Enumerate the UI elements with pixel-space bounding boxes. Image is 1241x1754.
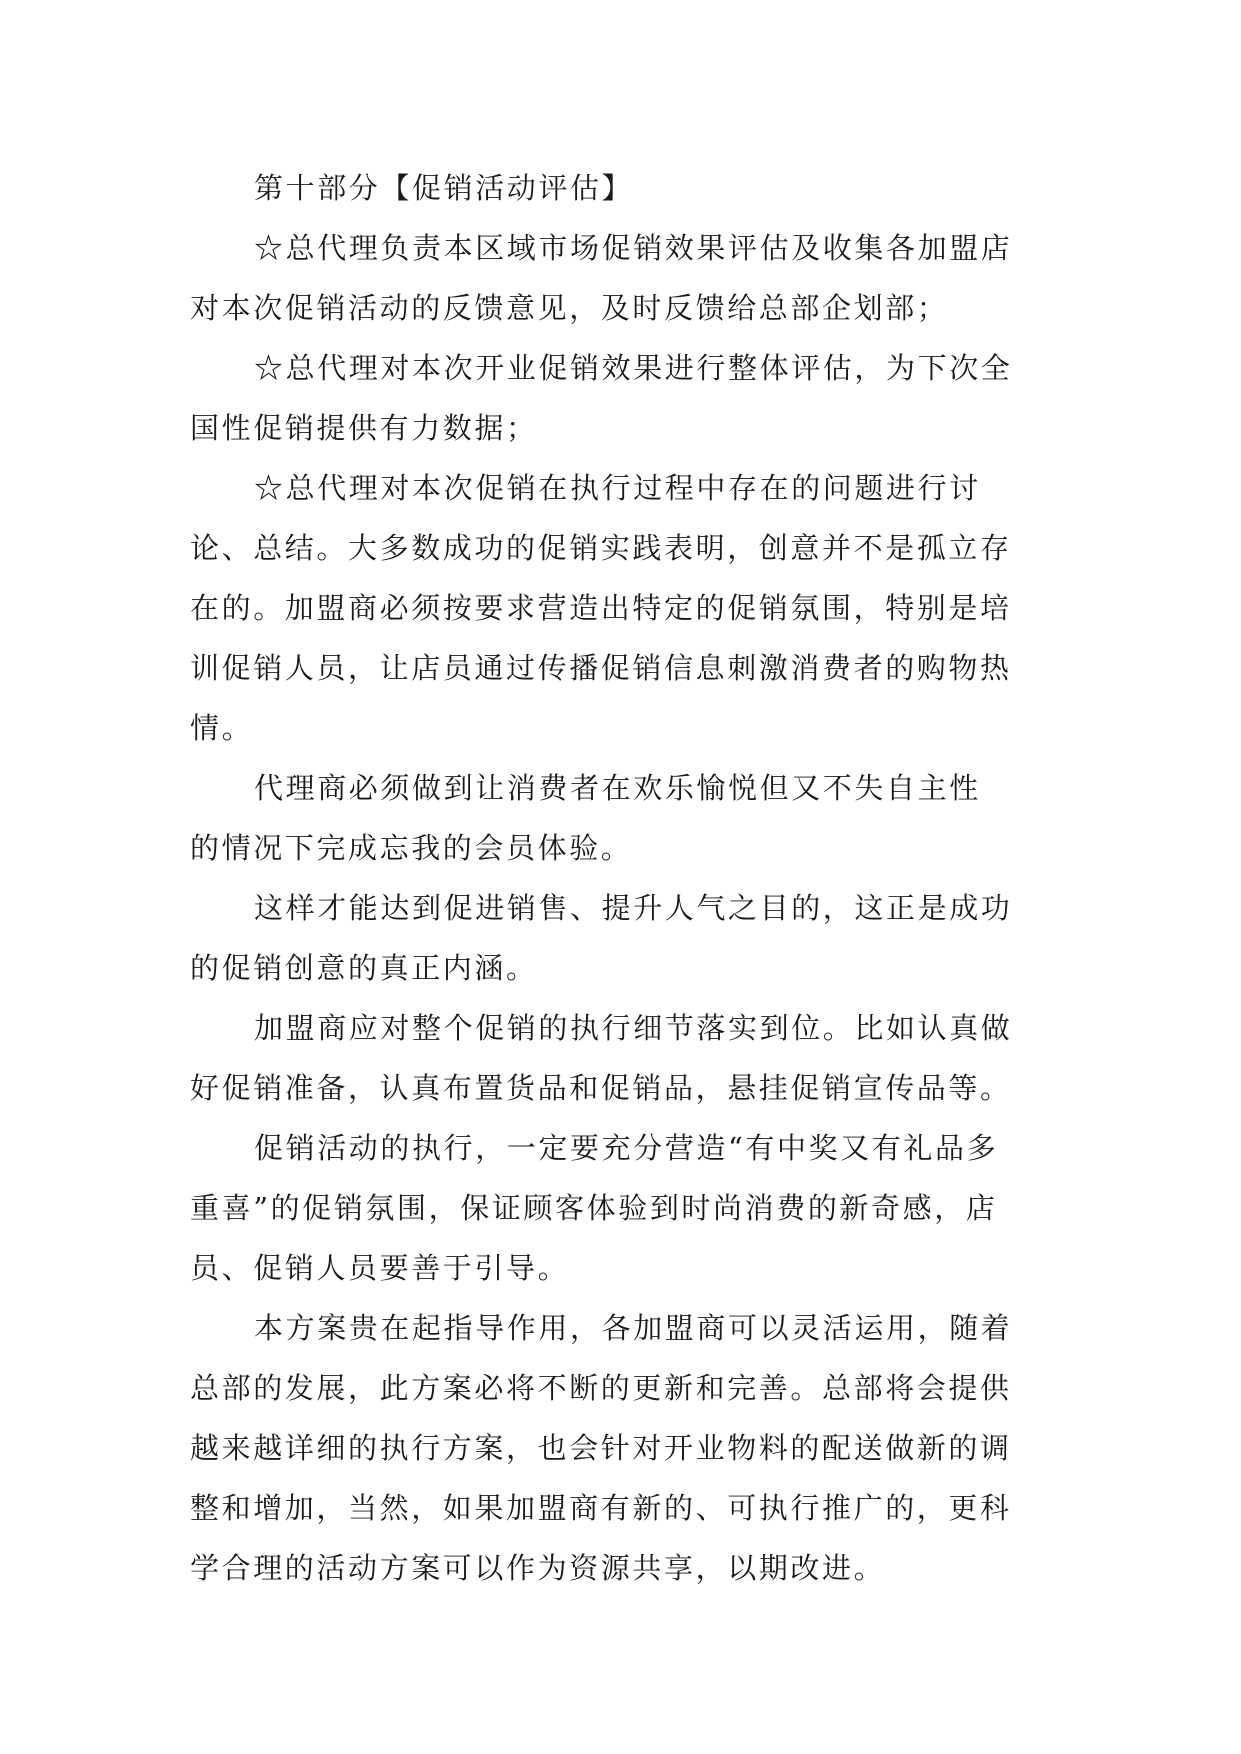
document-body	[190, 158, 1052, 1598]
paragraph-line: 好促销准备，认真布置货品和促销品，悬挂促销宣传品等。	[190, 1071, 1012, 1105]
paragraph-line: 代理商必须做到让消费者在欢乐愉悦但又不失自主性	[254, 771, 981, 805]
paragraph-line: 在的。加盟商必须按要求营造出特定的促销氛围，特别是培	[190, 591, 1012, 625]
paragraph-line: 总部的发展，此方案必将不断的更新和完善。总部将会提供	[190, 1371, 1012, 1405]
paragraph-line: 这样才能达到促进销售、提升人气之目的，这正是成功	[254, 891, 1013, 925]
paragraph-line: 国性促销提供有力数据；	[190, 411, 538, 445]
paragraph-line: 越来越详细的执行方案，也会针对开业物料的配送做新的调	[190, 1431, 1012, 1465]
paragraph-line: 的情况下完成忘我的会员体验。	[190, 831, 633, 865]
paragraph-line: ☆总代理负责本区域市场促销效果评估及收集各加盟店	[254, 231, 1013, 265]
paragraph-line: 促销活动的执行，一定要充分营造“有中奖又有礼品多	[254, 1131, 999, 1165]
paragraph-line: 本方案贵在起指导作用，各加盟商可以灵活运用，随着	[254, 1311, 1013, 1345]
paragraph-line: 员、促销人员要善于引导。	[190, 1251, 570, 1285]
paragraph-line: 论、总结。大多数成功的促销实践表明，创意并不是孤立存	[190, 531, 1012, 565]
paragraph-line: 情。	[190, 711, 254, 745]
paragraph-line: 的促销创意的真正内涵。	[190, 951, 538, 985]
paragraph-line: 整和增加，当然，如果加盟商有新的、可执行推广的，更科	[190, 1491, 1012, 1525]
paragraph-line: 学合理的活动方案可以作为资源共享，以期改进。	[190, 1551, 886, 1585]
section-heading: 第十部分【促销活动评估】	[254, 171, 634, 205]
paragraph-line: 加盟商应对整个促销的执行细节落实到位。比如认真做	[254, 1011, 1013, 1045]
paragraph-line: ☆总代理对本次促销在执行过程中存在的问题进行讨	[254, 471, 981, 505]
paragraph-line: ☆总代理对本次开业促销效果进行整体评估，为下次全	[254, 351, 1013, 385]
paragraph-line: 对本次促销活动的反馈意见，及时反馈给总部企划部；	[190, 291, 949, 325]
paragraph-line: 训促销人员，让店员通过传播促销信息刺激消费者的购物热	[190, 651, 1012, 685]
paragraph-line: 重喜”的促销氛围，保证顾客体验到时尚消费的新奇感，店	[190, 1191, 998, 1225]
